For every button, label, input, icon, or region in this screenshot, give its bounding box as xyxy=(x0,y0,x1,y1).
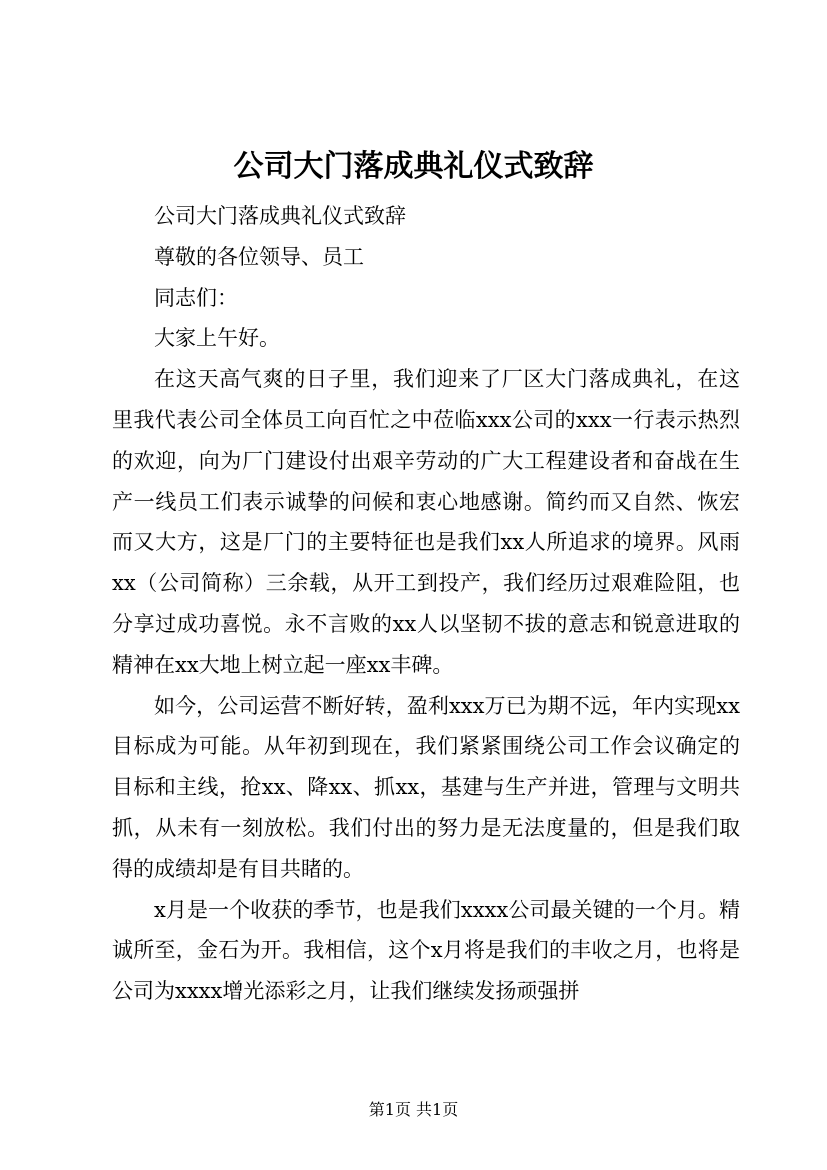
document-title: 公司大门落成典礼仪式致辞 xyxy=(233,149,594,184)
paragraph-greeting: 大家上午好。 xyxy=(154,326,280,351)
paragraph-heading: 公司大门落成典礼仪式致辞 xyxy=(154,204,406,228)
paragraph-body-1: 在这天高气爽的日子里，我们迎来了厂区大门落成典礼，在这里我代表公司全体员工向百忙之中莅临xxx公司的xxx一行表示热烈的欢迎，向为厂门建设付出艰辛劳动的广大工程建设者和奋战在生产一线员工们表示诚挚的问候和衷心地感谢。简约而又自然、恢宏而又大方，这是厂门的主要特征也是我们xx人所追求的境界。风雨xx（公司简称）三余载，从开工到投产，我们经历过艰难险阻，也分享过成功喜悦。永不言败的xx人以坚韧不拔的意志和锐意进取的精神在xx大地上树立起一座xx丰碑。 xyxy=(112,367,740,677)
paragraph-body-3: x月是一个收获的季节，也是我们xxxx公司最关键的一个月。精诚所至，金石为开。我相信，这个x月将是我们的丰收之月，也将是公司为xxxx增光添彩之月，让我们继续发扬顽强拼 xyxy=(112,897,740,1004)
paragraph-salutation-2: 同志们： xyxy=(154,285,238,310)
document-body xyxy=(112,196,740,1012)
paragraph-salutation: 尊敬的各位领导、员工 xyxy=(154,244,364,269)
page-footer: 第1页 共1页 xyxy=(368,1100,459,1119)
paragraph-body-2: 如今，公司运营不断好转，盈利xxx万已为期不远，年内实现xx目标成为可能。从年初到现在，我们紧紧围绕公司工作会议确定的目标和主线，抢xx、降xx、抓xx，基建与生产并进，管理与文明共抓，从未有一刻放松。我们付出的努力是无法度量的，但是我们取得的成绩却是有目共睹的。 xyxy=(112,693,740,881)
